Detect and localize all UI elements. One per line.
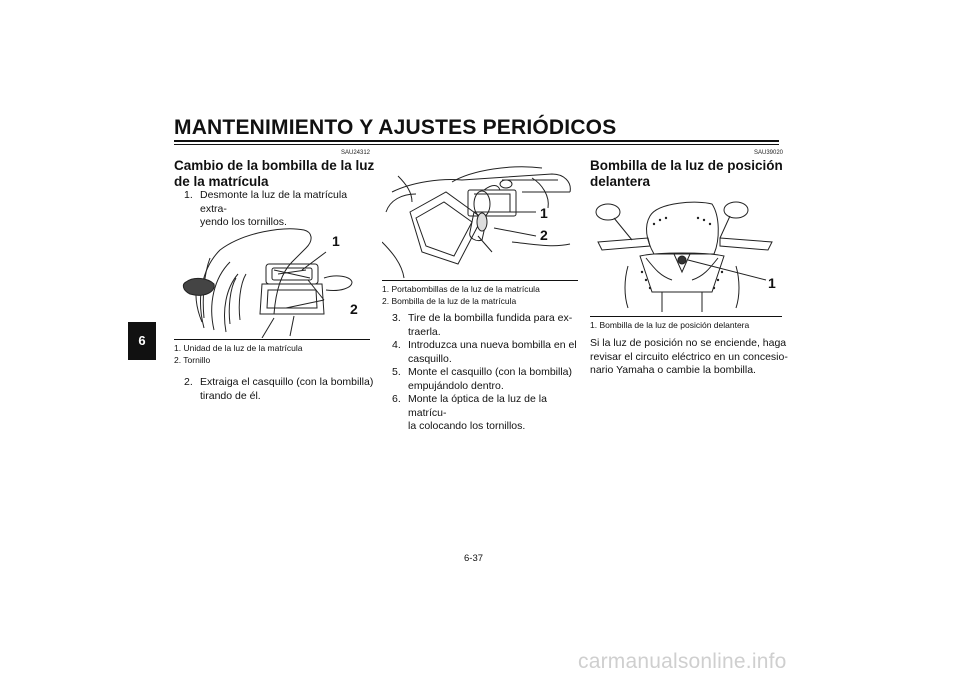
figure-caption: [590, 319, 749, 331]
step-line: casquillo.: [408, 352, 452, 365]
caption-rule: [382, 280, 578, 281]
step-line: tirando de él.: [200, 389, 261, 402]
step-line: empujándolo dentro.: [408, 379, 504, 392]
title-rule: [174, 140, 779, 142]
step-line: Monte el casquillo (con la bombilla): [408, 366, 572, 378]
caption-line: 1. Unidad de la luz de la matrícula: [174, 343, 303, 353]
step-1: [184, 189, 374, 228]
step-3: [392, 312, 582, 340]
figure-front-position-light: [588, 196, 784, 314]
step-5: [392, 366, 582, 394]
chapter-tab: 6: [128, 322, 156, 360]
caption-line: 1. Portabombillas de la luz de la matrícula: [382, 284, 540, 294]
heading-line: de la matrícula: [174, 174, 269, 189]
section-code: SAU24312: [341, 150, 371, 156]
license-plate-light-illustration: [174, 218, 370, 338]
step-6: [392, 393, 582, 432]
heading-line: Cambio de la bombilla de la luz: [174, 158, 375, 173]
step-line: Extraiga el casquillo (con la bombilla): [200, 376, 374, 388]
figure-bulb-socket: [382, 152, 578, 280]
body-line: Si la luz de posición no se enciende, haga: [590, 337, 787, 349]
caption-rule: [174, 339, 370, 340]
step-4: [392, 339, 582, 367]
callout-1: 1: [332, 233, 340, 249]
section-code: SAU39020: [754, 150, 784, 156]
heading-line: delantera: [590, 174, 651, 189]
callout-2: 2: [540, 227, 548, 243]
step-line: Monte la óptica de la luz de la matrícu-: [408, 393, 547, 419]
watermark: carmanualsonline.info: [578, 650, 787, 673]
figure-license-plate-light-unit: [174, 218, 370, 338]
step-number: 3.: [392, 312, 401, 324]
callout-1: 1: [768, 275, 776, 291]
caption-line: 2. Tornillo: [174, 355, 211, 365]
title-rule-thin: [174, 144, 779, 145]
step-line: Desmonte la luz de la matrícula extra-: [200, 189, 348, 215]
step-number: 5.: [392, 366, 401, 378]
step-line: Introduzca una nueva bombilla en el: [408, 339, 577, 351]
page-title: MANTENIMIENTO Y AJUSTES PERIÓDICOS: [174, 116, 617, 139]
step-number: 4.: [392, 339, 401, 351]
step-line: traerla.: [408, 325, 441, 338]
body-line: revisar el circuito eléctrico en un concesio-: [590, 350, 788, 363]
caption-line: 2. Bombilla de la luz de la matrícula: [382, 296, 517, 306]
body-line: nario Yamaha o cambie la bombilla.: [590, 364, 756, 376]
caption-rule: [590, 316, 782, 317]
step-text: [408, 393, 582, 434]
callout-1: 1: [540, 205, 548, 221]
step-number: 1.: [184, 189, 193, 201]
bulb-socket-illustration: [382, 152, 578, 280]
step-text: [408, 366, 572, 393]
page-number: 6-37: [464, 553, 484, 564]
step-text: [408, 312, 572, 339]
front-position-light-illustration: [588, 196, 784, 314]
step-line: yendo los tornillos.: [200, 216, 287, 228]
section-heading: [174, 158, 374, 190]
step-number: 2.: [184, 376, 193, 388]
heading-line: Bombilla de la luz de posición: [590, 158, 783, 173]
callout-2: 2: [350, 301, 358, 317]
step-line: la colocando los tornillos.: [408, 420, 526, 432]
figure-caption: [382, 283, 540, 307]
step-text: [200, 376, 373, 403]
step-2: [184, 376, 374, 404]
figure-caption: [174, 342, 303, 366]
step-text: [408, 339, 577, 366]
body-paragraph: [590, 337, 788, 378]
step-number: 6.: [392, 393, 401, 405]
step-line: Tire de la bombilla fundida para ex-: [408, 312, 573, 324]
caption-line: 1. Bombilla de la luz de posición delantera: [590, 320, 750, 330]
section-heading: [590, 158, 783, 190]
